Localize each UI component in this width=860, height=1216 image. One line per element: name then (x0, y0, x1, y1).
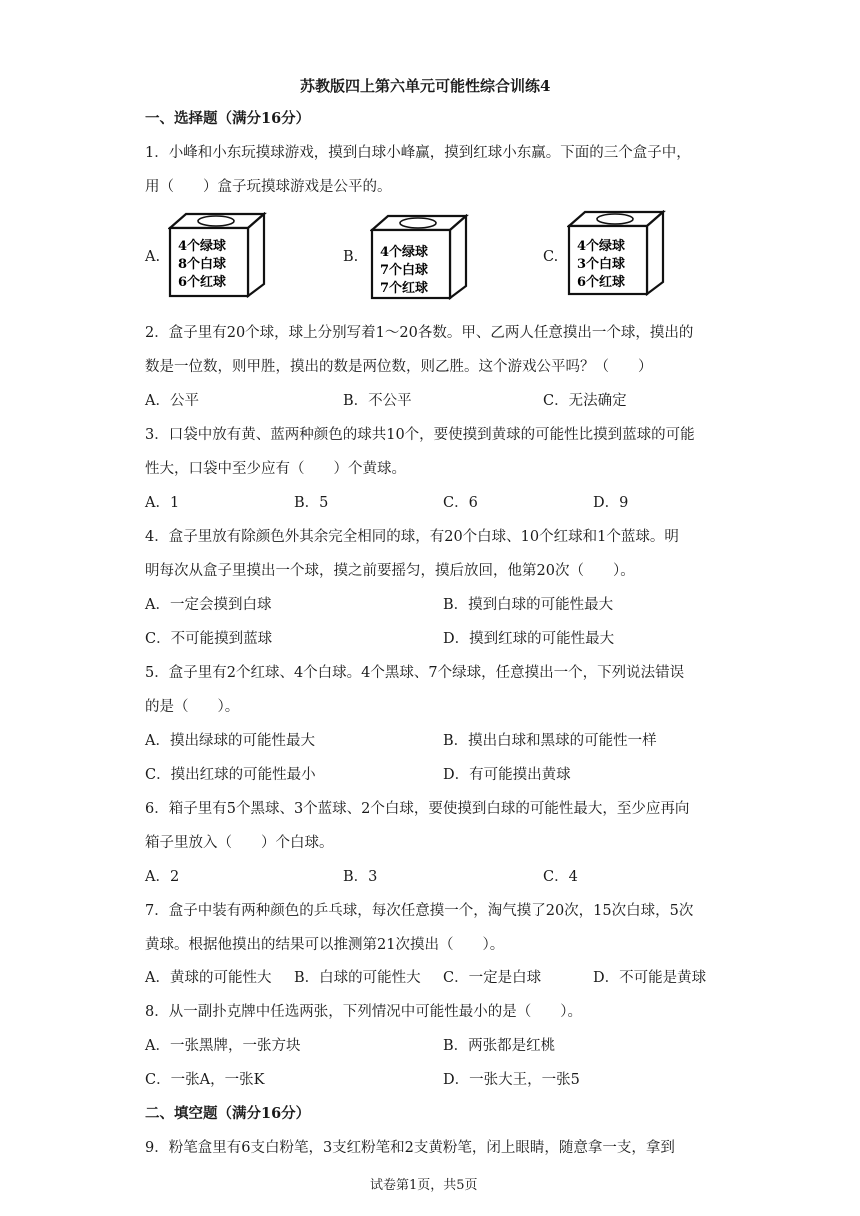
question-6-line-2: 箱子里放入（ ）个白球。 (145, 835, 334, 851)
box-option-label-c: C. (543, 249, 559, 265)
question-6-option-c: C．4 (543, 869, 578, 885)
question-6-option-a: A．2 (145, 869, 180, 885)
section-heading-fill: 二、填空题（满分16分） (145, 1105, 311, 1122)
question-4-option-d: D．摸到红球的可能性最大 (443, 631, 615, 647)
box-option-label-b: B. (343, 249, 359, 265)
box-c-line-1: 4个绿球 (577, 239, 626, 254)
question-9-line-1: 9．粉笔盒里有6支白粉笔，3支红粉笔和2支黄粉笔，闭上眼睛，随意拿一支，拿到 (145, 1140, 675, 1156)
question-3-option-d: D．9 (593, 495, 629, 511)
question-8-line-1: 8．从一副扑克牌中任选两张，下列情况中可能性最小的是（ ）。 (145, 1004, 582, 1020)
question-6-option-b: B．3 (343, 869, 378, 885)
question-1-line-2: 用（ ）盒子玩摸球游戏是公平的。 (145, 179, 392, 195)
question-2-line-2: 数是一位数，则甲胜，摸出的数是两位数，则乙胜。这个游戏公平吗？（ ） (145, 359, 653, 375)
box-a-line-1: 4个绿球 (178, 239, 227, 254)
question-8-option-b: B．两张都是红桃 (443, 1038, 556, 1054)
question-8-option-a: A．一张黑牌，一张方块 (145, 1038, 301, 1054)
question-5-option-a: A．摸出绿球的可能性最大 (145, 733, 315, 749)
box-option-label-a: A. (145, 249, 161, 265)
question-4-option-b: B．摸到白球的可能性最大 (443, 597, 614, 613)
ball-box-a (168, 212, 268, 298)
box-a-line-3: 6个红球 (178, 275, 227, 290)
box-b-line-3: 7个红球 (380, 281, 429, 296)
question-4-line-1: 4．盒子里放有除颜色外其余完全相同的球，有20个白球、10个红球和1个蓝球。明 (145, 529, 679, 545)
ball-box-c (567, 210, 667, 296)
question-8-option-d: D．一张大王，一张5 (443, 1072, 580, 1088)
question-4-line-2: 明每次从盒子里摸出一个球，摸之前要摇匀，摸后放回，他第20次（ ）。 (145, 563, 635, 579)
question-4-option-a: A．一定会摸到白球 (145, 597, 272, 613)
box-b-line-1: 4个绿球 (380, 245, 429, 260)
question-3-option-a: A．1 (145, 495, 180, 511)
section-heading-choice: 一、选择题（满分16分） (145, 110, 311, 127)
question-7-line-2: 黄球。根据他摸出的结果可以推测第21次摸出（ ）。 (145, 937, 505, 953)
page-footer: 试卷第1页，共5页 (370, 1178, 478, 1193)
question-7-line-1: 7．盒子中装有两种颜色的乒乓球，每次任意摸一个，淘气摸了20次，15次白球，5次 (145, 903, 694, 919)
question-5-line-2: 的是（ ）。 (145, 699, 240, 715)
question-6-line-1: 6．箱子里有5个黑球、3个蓝球、2个白球，要使摸到白球的可能性最大，至少应再向 (145, 801, 690, 817)
question-1-line-1: 1．小峰和小东玩摸球游戏，摸到白球小峰赢，摸到红球小东赢。下面的三个盒子中， (145, 145, 691, 161)
question-3-option-b: B．5 (294, 495, 329, 511)
question-7-option-c: C．一定是白球 (443, 970, 542, 986)
question-3-line-2: 性大，口袋中至少应有（ ）个黄球。 (145, 461, 406, 477)
question-2-option-c: C．无法确定 (543, 393, 627, 409)
ball-box-b (370, 214, 470, 300)
question-7-option-d: D．不可能是黄球 (593, 970, 707, 986)
question-3-line-1: 3．口袋中放有黄、蓝两种颜色的球共10个，要使摸到黄球的可能性比摸到蓝球的可能 (145, 427, 695, 443)
question-7-option-b: B．白球的可能性大 (294, 970, 421, 986)
question-5-option-b: B．摸出白球和黑球的可能性一样 (443, 733, 657, 749)
question-2-option-b: B．不公平 (343, 393, 412, 409)
box-c-line-2: 3个白球 (577, 257, 626, 272)
question-2-option-a: A．公平 (145, 393, 199, 409)
box-b-line-2: 7个白球 (380, 263, 429, 278)
question-2-line-1: 2．盒子里有20个球，球上分别写着1～20各数。甲、乙两人任意摸出一个球，摸出的 (145, 325, 694, 341)
question-5-option-c: C．摸出红球的可能性最小 (145, 767, 316, 783)
question-7-option-a: A．黄球的可能性大 (145, 970, 272, 986)
question-3-option-c: C．6 (443, 495, 478, 511)
question-4-option-c: C．不可能摸到蓝球 (145, 631, 273, 647)
question-8-option-c: C．一张A，一张K (145, 1072, 265, 1088)
question-5-option-d: D．有可能摸出黄球 (443, 767, 571, 783)
question-5-line-1: 5．盒子里有2个红球、4个白球。4个黑球、7个绿球，任意摸出一个，下列说法错误 (145, 665, 685, 681)
box-a-line-2: 8个白球 (178, 257, 227, 272)
box-c-line-3: 6个红球 (577, 275, 626, 290)
page-title: 苏教版四上第六单元可能性综合训练4 (300, 77, 551, 95)
